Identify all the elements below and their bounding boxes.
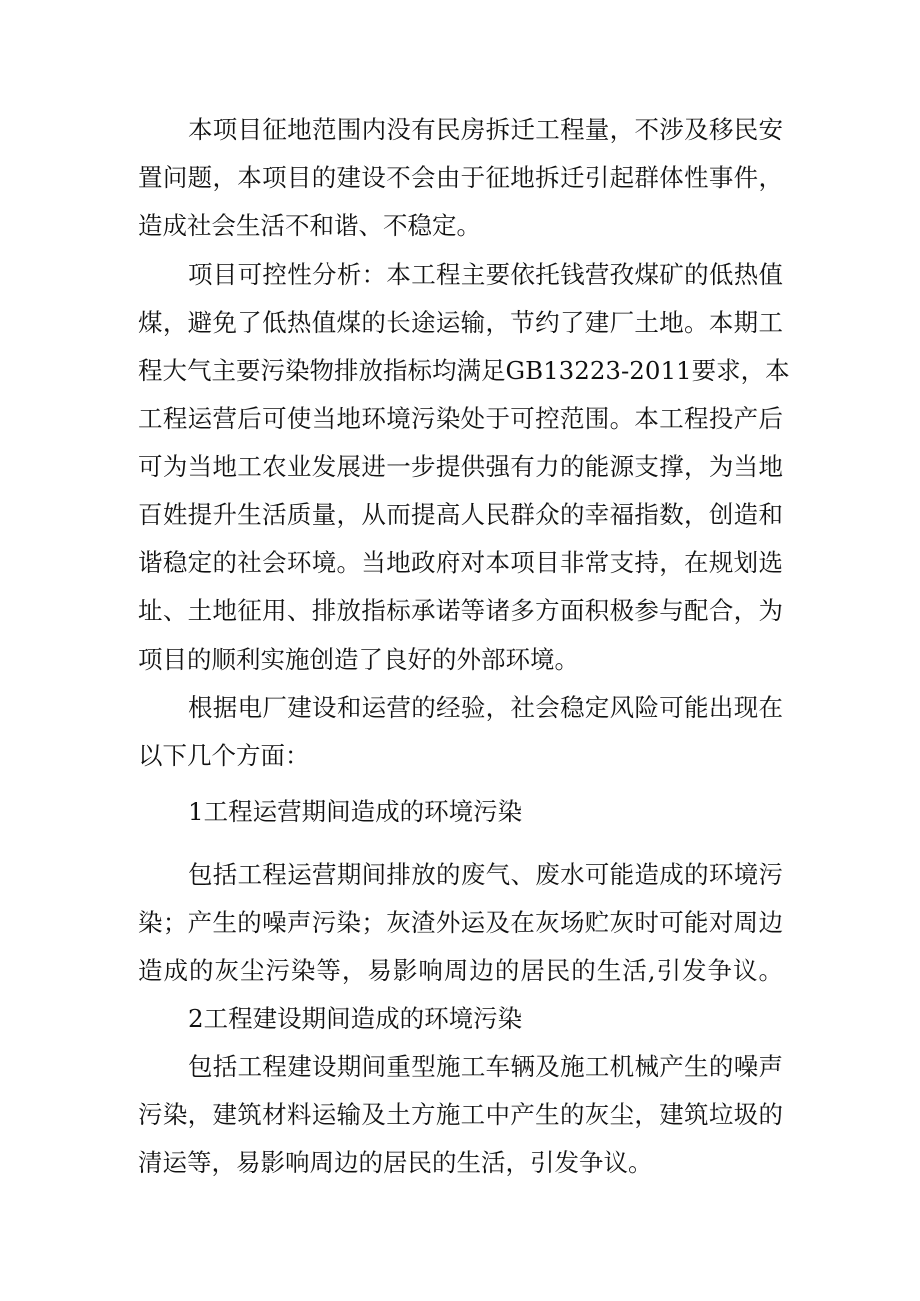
paragraph-line: 址、土地征用、排放指标承诺等诸多方面积极参与配合，为	[138, 596, 783, 625]
paragraph-line: 煤，避免了低热值煤的长途运输，节约了建厂土地。本期工	[138, 308, 783, 337]
paragraph-line: 染；产生的噪声污染；灰渣外运及在灰场贮灰时可能对周边	[138, 908, 783, 937]
paragraph-line: 根据电厂建设和运营的经验，社会稳定风险可能出现在	[188, 693, 783, 722]
section-heading: 1工程运营期间造成的环境污染	[188, 797, 523, 826]
paragraph-line: 百姓提升生活质量，从而提高人民群众的幸福指数，创造和	[138, 500, 783, 529]
paragraph-line: 以下几个方面：	[138, 741, 310, 770]
paragraph-line: 包括工程建设期间重型施工车辆及施工机械产生的噪声	[188, 1052, 783, 1081]
paragraph-line: 污染，建筑材料运输及土方施工中产生的灰尘，建筑垃圾的	[138, 1100, 783, 1129]
paragraph-line: 置问题，本项目的建设不会由于征地拆迁引起群体性事件，	[138, 163, 783, 192]
paragraph-line: 程大气主要污染物排放指标均满足GB13223-2011要求，本	[138, 356, 790, 385]
section-heading: 2工程建设期间造成的环境污染	[188, 1004, 523, 1033]
paragraph-line: 包括工程运营期间排放的废气、废水可能造成的环境污	[188, 860, 783, 889]
paragraph-line: 本项目征地范围内没有民房拆迁工程量，不涉及移民安	[188, 115, 783, 144]
paragraph-line: 项目的顺利实施创造了良好的外部环境。	[138, 645, 579, 674]
paragraph-line: 清运等，易影响周边的居民的生活，引发争议。	[138, 1148, 653, 1177]
paragraph-line: 项目可控性分析：本工程主要依托钱营孜煤矿的低热值	[188, 260, 783, 289]
paragraph-line: 谐稳定的社会环境。当地政府对本项目非常支持，在规划选	[138, 548, 783, 577]
paragraph-line: 造成社会生活不和谐、不稳定。	[138, 211, 481, 240]
paragraph-line: 可为当地工农业发展进一步提供强有力的能源支撑，为当地	[138, 452, 783, 481]
paragraph-line: 造成的灰尘污染等，易影响周边的居民的生活,引发争议。	[138, 956, 783, 985]
paragraph-line: 工程运营后可使当地环境污染处于可控范围。本工程投产后	[138, 404, 783, 433]
